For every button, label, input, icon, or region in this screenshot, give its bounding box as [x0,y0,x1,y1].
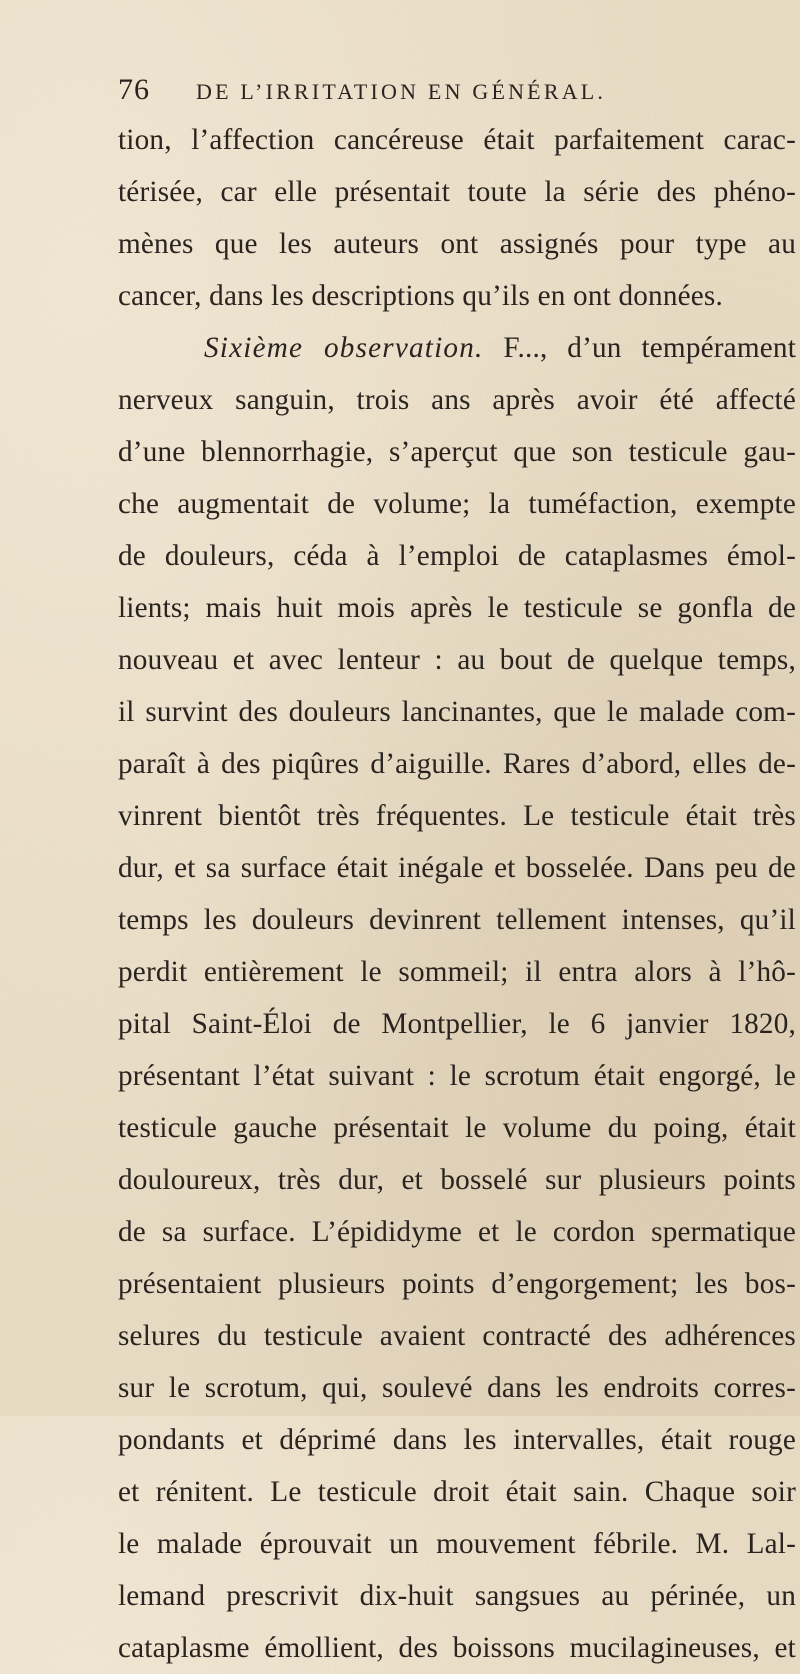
text-line: tion, l’affection cancéreuse était parfaitement carac- [118,124,796,156]
text-line: dur, et sa surface était inégale et bosselée. Dans peu de [118,852,796,884]
body-text [118,114,796,1674]
observation-heading: Sixième observation. [204,332,484,364]
observation-heading-line [118,322,796,374]
text-line: temps les douleurs devinrent tellement intenses, qu’il [118,904,796,936]
text-line: che augmentait de volume; la tuméfaction, exempte [118,488,796,520]
text-line: douloureux, très dur, et bosselé sur plusieurs points [118,1164,796,1196]
text-line: cataplasme émollient, des boissons mucilagineuses, et [118,1632,796,1664]
text-line: le malade éprouvait un mouvement fébrile. M. Lal- [118,1528,796,1560]
text-line: et rénitent. Le testicule droit était sain. Chaque soir [118,1476,796,1508]
text-line: lients; mais huit mois après le testicule se gonfla de [118,592,796,624]
text-line: nerveux sanguin, trois ans après avoir été affecté [118,384,796,416]
text-line: nouveau et avec lenteur : au bout de quelque temps, [118,644,796,676]
text-line: perdit entièrement le sommeil; il entra alors à l’hô- [118,956,796,988]
running-head: DE L’IRRITATION EN GÉNÉRAL. [196,79,607,104]
text-line: de sa surface. L’épididyme et le cordon spermatique [118,1216,796,1248]
text-line: testicule gauche présentait le volume du poing, était [118,1112,796,1144]
text-line: présentaient plusieurs points d’engorgement; les bos- [118,1268,796,1300]
text-line: térisée, car elle présentait toute la série des phéno- [118,176,796,208]
text-line: pital Saint-Éloi de Montpellier, le 6 janvier 1820, [118,1008,796,1040]
text-line: selures du testicule avaient contracté des adhérences [118,1320,796,1352]
text-line: paraît à des piqûres d’aiguille. Rares d’abord, elles de- [118,748,796,780]
text-line: pondants et déprimé dans les intervalles, était rouge [118,1424,796,1456]
page-number: 76 [118,73,150,106]
text-line: lemand prescrivit dix-huit sangsues au périnée, un [118,1580,796,1612]
page-header [118,70,758,110]
text-line: cancer, dans les descriptions qu’ils en ont données. [118,280,723,312]
text-line: de douleurs, céda à l’emploi de cataplasmes émol- [118,540,796,572]
text-line: sur le scrotum, qui, soulevé dans les endroits corres- [118,1372,796,1404]
observation-heading-rest: F..., d’un tempérament [503,332,796,364]
text-line: vinrent bientôt très fréquentes. Le testicule était très [118,800,796,832]
text-line: présentant l’état suivant : le scrotum était engorgé, le [118,1060,796,1092]
text-line: d’une blennorrhagie, s’aperçut que son testicule gau- [118,436,796,468]
text-line: mènes que les auteurs ont assignés pour type au [118,228,796,260]
text-line: il survint des douleurs lancinantes, que le malade com- [118,696,796,728]
